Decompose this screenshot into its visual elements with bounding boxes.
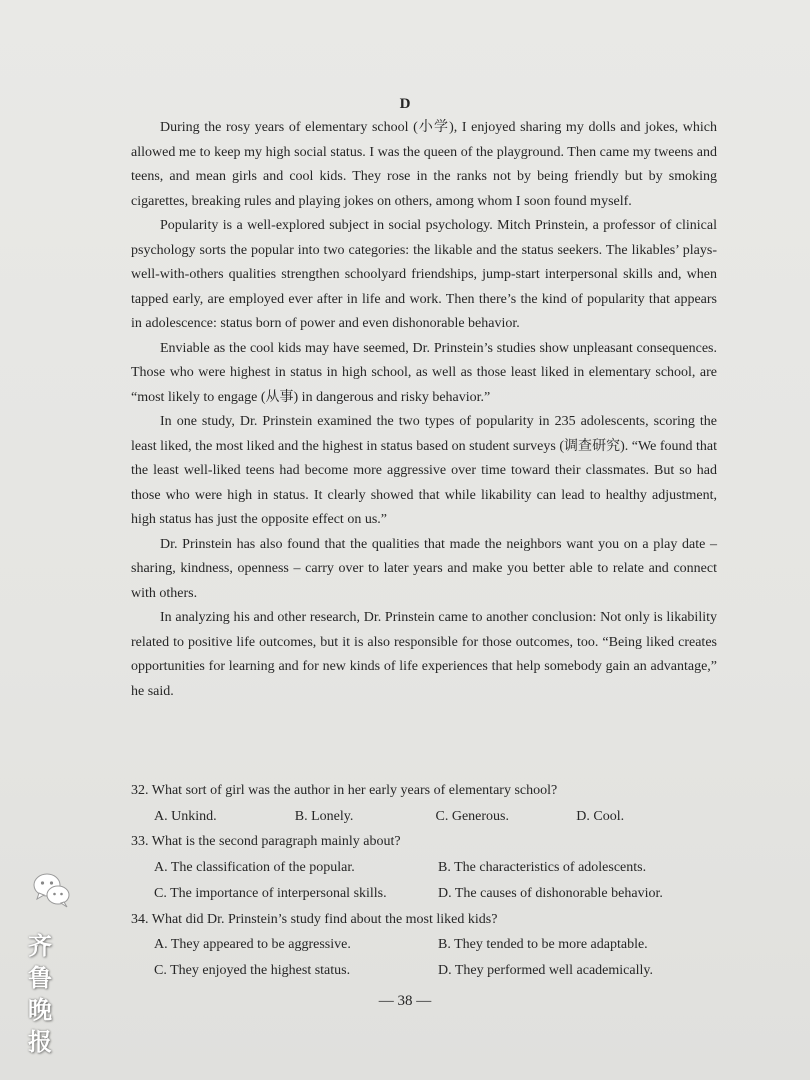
- paragraph: In one study, Dr. Prinstein examined the two types of popularity in 235 adolescents, scoring the least liked, the most liked and the highest in status based on student surveys (调查研究). “We found that the least well-liked teens had become more aggressive over time toward their classmates. But so had those who were high in status. It clearly showed that while likability can lead to healthy adjustment, high status has just the opposite effect on us.”: [131, 414, 717, 527]
- option: C. They enjoyed the highest status.: [154, 962, 351, 978]
- option: B. The characteristics of adolescents.: [438, 860, 647, 876]
- option-row: [131, 804, 717, 830]
- option: B. Lonely.: [294, 808, 354, 824]
- paragraph: Dr. Prinstein has also found that the qualities that made the neighbors want you on a play date – sharing, kindness, openness – carry over to later years and make you better able to relate and connect with others.: [131, 536, 717, 601]
- option: C. Generous.: [435, 808, 509, 824]
- option-row: [131, 932, 717, 958]
- option: A. Unkind.: [154, 808, 217, 824]
- question-stem: 33. What is the second paragraph mainly about?: [131, 834, 401, 850]
- paragraph: Enviable as the cool kids may have seemed, Dr. Prinstein’s studies show unpleasant consequences. Those who were highest in status in high school, as well as those least liked in elementary school, are “most likely to engage (从事) in dangerous and risky behavior.”: [131, 340, 717, 405]
- wechat-icon: [30, 868, 74, 912]
- question-stem: 32. What sort of girl was the author in her early years of elementary school?: [131, 783, 558, 798]
- option: A. The classification of the popular.: [154, 860, 355, 876]
- option: D. The causes of dishonorable behavior.: [438, 885, 663, 901]
- option-row: [131, 958, 717, 984]
- question-stem: 34. What did Dr. Prinstein’s study find about the most liked kids?: [131, 911, 498, 927]
- question-list: [131, 778, 717, 984]
- option: C. The importance of interpersonal skills.: [154, 885, 387, 901]
- option-row: [131, 881, 717, 907]
- paragraph: In analyzing his and other research, Dr. Prinstein came to another conclusion: Not only is likability related to positive life outcomes, but it is also responsible for those outcomes, too. “Being liked creates opportunities for learning and for new kinds of life experiences that help somebody gain an advantage,” he said.: [131, 610, 717, 699]
- watermark-text: 齐鲁晚报: [28, 932, 52, 1056]
- option: A. They appeared to be aggressive.: [154, 937, 351, 953]
- paragraph: During the rosy years of elementary school (小学), I enjoyed sharing my dolls and jokes, which allowed me to keep my high social status. I was the queen of the playground. Then came my tweens and teens, and mean girls and cool kids. They rose in the ranks not by being friendly but by smoking cigarettes, breaking rules and playing jokes on others, among whom I soon found myself.: [131, 120, 717, 209]
- section-title: D: [399, 96, 411, 112]
- option: D. Cool.: [576, 808, 625, 824]
- page-number: — 38 —: [378, 993, 432, 1009]
- option: B. They tended to be more adaptable.: [438, 937, 648, 953]
- reading-passage: [131, 116, 717, 704]
- option-row: [131, 855, 717, 881]
- option: D. They performed well academically.: [438, 962, 653, 978]
- paragraph: Popularity is a well-explored subject in social psychology. Mitch Prinstein, a professor of clinical psychology sorts the popular into two categories: the likable and the status seekers. The likables’ plays-well-with-others qualities strengthen schoolyard friendships, jump-start interpersonal skills and, when tapped early, are employed ever after in life and work. Then there’s the kind of popularity that appears in adolescence: status born of power and even dishonorable behavior.: [131, 218, 717, 331]
